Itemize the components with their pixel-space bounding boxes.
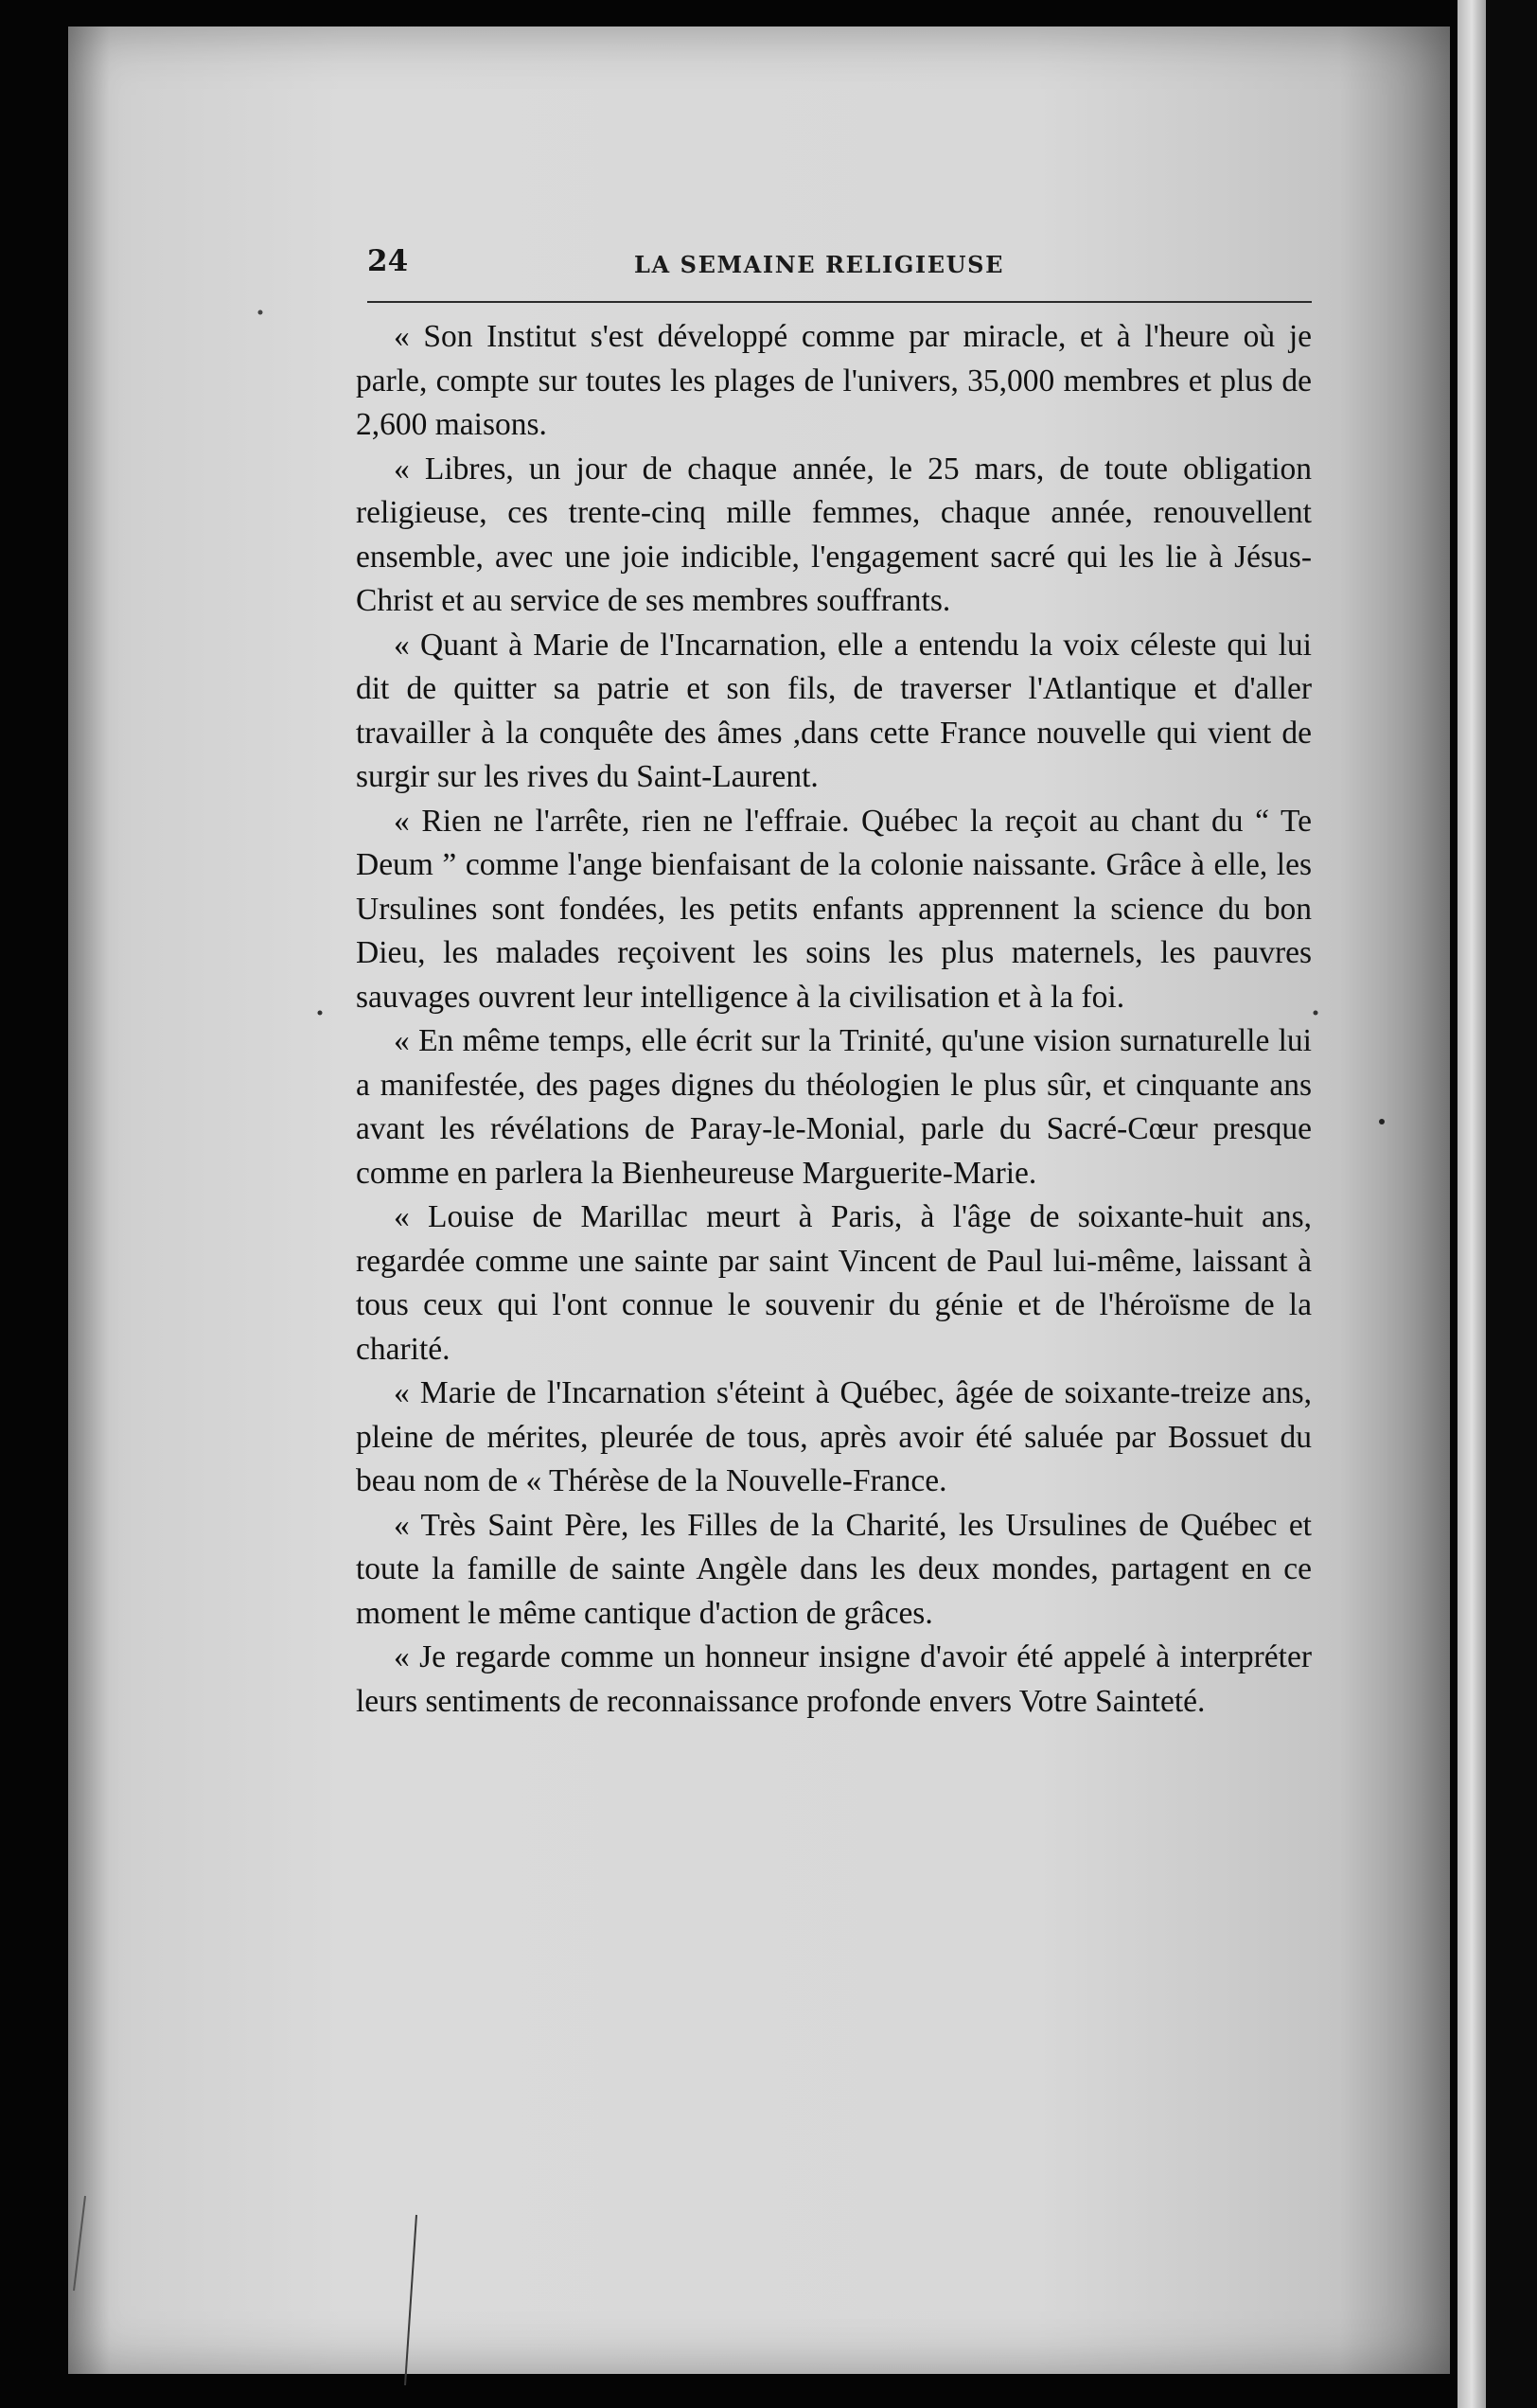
paragraph: « Je regarde comme un honneur insigne d'avoir été appelé à interpréter leurs sentiments de reconnaissance profonde envers Votre Sainteté. [356, 1639, 1312, 1719]
paragraph: « En même temps, elle écrit sur la Trinité, qu'une vision surnaturelle lui a manifestée, des pages dignes du théologien le plus sûr, et cinquante ans avant les révélations de Paray-le-Monial, parle du Sacré-Cœur presque comme en parlera la Bienheureuse Marguerite-Marie. [356, 1023, 1312, 1191]
paragraph: « Son Institut s'est développé comme par miracle, et à l'heure où je parle, compte sur toutes les plages de l'univers, 35,000 membres et plus de 2,600 maisons. [356, 319, 1312, 442]
facing-page-edge [1458, 0, 1486, 2408]
scan-border [1486, 0, 1537, 2408]
paragraph: « Très Saint Père, les Filles de la Charité, les Ursulines de Québec et toute la famille de sainte Angèle dans les deux mondes, partagent en ce moment le même cantique d'action de grâces. [356, 1507, 1312, 1631]
paragraph: « Rien ne l'arrête, rien ne l'effraie. Québec la reçoit au chant du “ Te Deum ” comme l'ange bienfaisant de la colonie naissante. Grâce à elle, les Ursulines sont fondées, les petits enfants apprennent la science du bon Dieu, les malades reçoivent les soins les plus maternels, les pauvres sauvages ouvrent leur intelligence à la civilisation et à la foi. [356, 803, 1312, 1015]
header-rule [367, 301, 1312, 303]
paragraph: « Quant à Marie de l'Incarnation, elle a entendu la voix céleste qui lui dit de quitter sa patrie et son fils, de traverser l'Atlantique et d'aller travailler à la conquête des âmes ,dans cette France nouvelle qui vient de surgir sur les rives du Saint-Laurent. [356, 627, 1312, 794]
body-text [356, 315, 1312, 1724]
page-number: 24 [367, 244, 409, 278]
paragraph: « Marie de l'Incarnation s'éteint à Québec, âgée de soixante-treize ans, pleine de mérites, pleurée de tous, après avoir été saluée par Bossuet du beau nom de « Thérèse de la Nouvelle-France. [356, 1375, 1312, 1498]
page-header [367, 242, 1314, 280]
paragraph: « Louise de Marillac meurt à Paris, à l'âge de soixante-huit ans, regardée comme une sainte par saint Vincent de Paul lui-même, laissant à tous ceux qui l'ont connue le souvenir du génie et de l'héroïsme de la charité. [356, 1199, 1312, 1367]
running-title: LA SEMAINE RELIGIEUSE [634, 251, 1004, 278]
paragraph: « Libres, un jour de chaque année, le 25 mars, de toute obligation religieuse, ces trente-cinq mille femmes, chaque année, renouvellent ensemble, avec une joie indicible, l'engagement sacré qui les lie à Jésus-Christ et au service de ses membres souffrants. [356, 451, 1312, 618]
